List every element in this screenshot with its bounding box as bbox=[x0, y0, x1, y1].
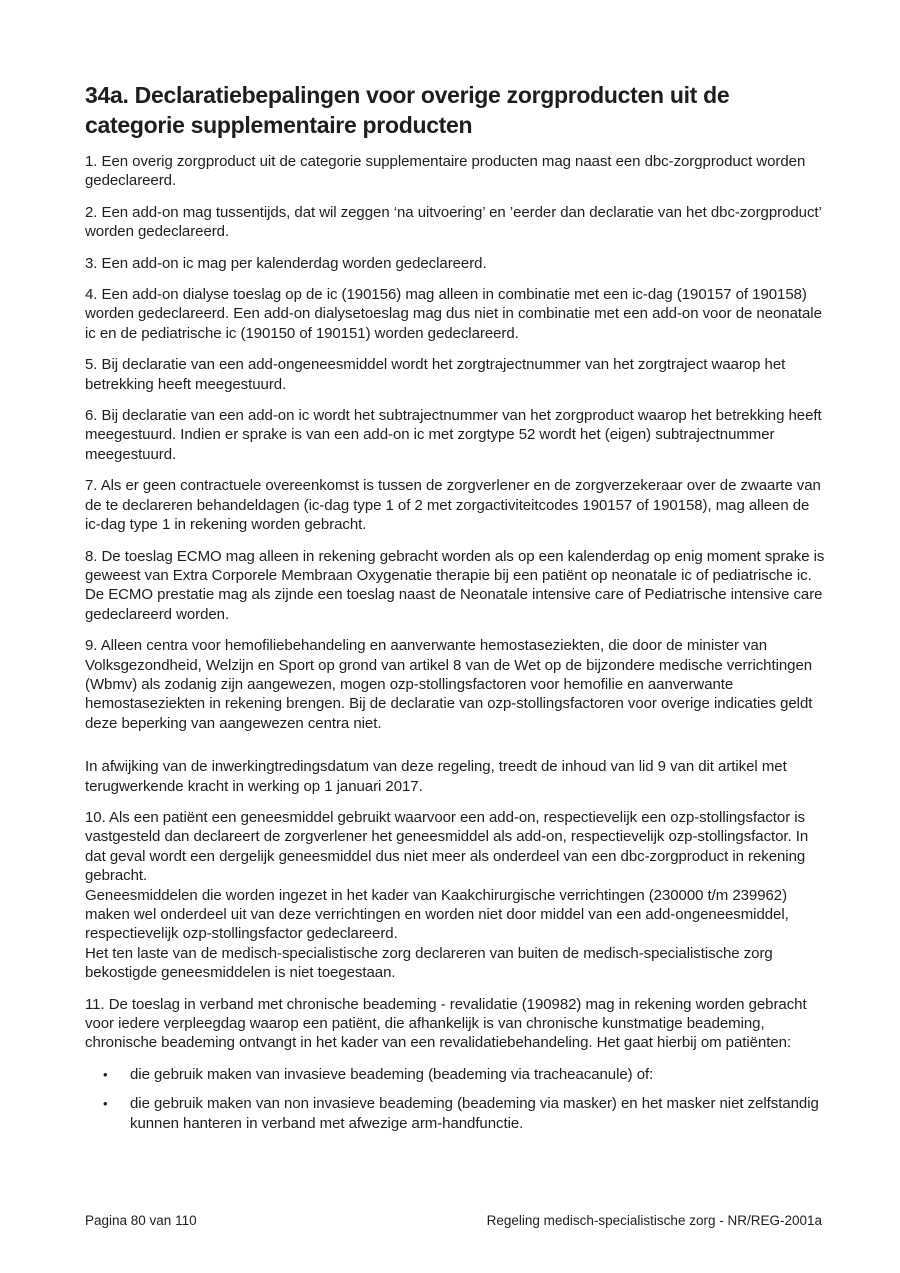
paragraph: Het ten laste van de medisch-specialistische zorg declareren van buiten de medisch-specialistische zorg bekostigde geneesmiddelen is niet toegestaan. bbox=[85, 944, 773, 982]
paragraph: 6. Bij declaratie van een add-on ic wordt het subtrajectnummer van het zorgproduct waarop het betrekking heeft meegestuurd. Indien er sprake is van een add-on ic met zorgtype 52 wordt het (eigen) subtrajectnummer meegestuurd. bbox=[85, 407, 822, 463]
paragraph: 5. Bij declaratie van een add-ongeneesmiddel wordt het zorgtrajectnummer van het zorgtraject waarop het betrekking heeft meegestuurd. bbox=[85, 356, 786, 393]
paragraph: 8. De toeslag ECMO mag alleen in rekening gebracht worden als op een kalenderdag op enig moment sprake is geweest van Extra Corporele Membraan Oxygenatie therapie bij een patiënt op neonatale ic of pediatrische ic. De ECMO prestatie mag als zijnde een toeslag naast de Neonatale intensive care of Pediatrische intensive care gedeclareerd worden. bbox=[85, 547, 825, 623]
paragraph: 4. Een add-on dialyse toeslag op de ic (190156) mag alleen in combinatie met een ic-dag (190157 of 190158) worden gedeclareerd. Een add-on dialysetoeslag mag dus niet in combinatie met een add-on voor de neonatale ic en de pediatrische ic (190150 of 190151) worden gedeclareerd. bbox=[85, 286, 822, 342]
bullet-list bbox=[85, 1065, 825, 1133]
section-heading: 34a. Declaratiebepalingen voor overige zorgproducten uit de categorie supplementaire producten bbox=[85, 82, 730, 138]
page-number: Pagina 80 van 110 bbox=[85, 1213, 197, 1228]
bullet-item: • die gebruik maken van non invasieve beademing (beademing via masker) en het masker niet zelfstandig kunnen hanteren in verband met afwezige arm-handfunctie. bbox=[85, 1094, 825, 1133]
paragraph: 2. Een add-on mag tussentijds, dat wil zeggen ‘na uitvoering’ en ’eerder dan declaratie van het dbc-zorgproduct’ worden gedeclareerd. bbox=[85, 203, 822, 241]
paragraph: 3. Een add-on ic mag per kalenderdag worden gedeclareerd. bbox=[85, 254, 487, 272]
paragraph: In afwijking van de inwerkingtredingsdatum van deze regeling, treedt de inhoud van lid 9 van dit artikel met terugwerkende kracht in werking op 1 januari 2017. bbox=[85, 758, 787, 795]
bullet-item: • die gebruik maken van invasieve beademing (beademing via tracheacanule) of: bbox=[85, 1065, 825, 1084]
paragraph: 7. Als er geen contractuele overeenkomst is tussen de zorgverlener en de zorgverzekeraar over de zwaarte van de te declareren behandeldagen (ic-dag type 1 of 2 met zorgactiviteitcodes 190157 of 190158), mag alleen de ic-dag type 1 in rekening worden gebracht. bbox=[85, 477, 821, 534]
document-reference: Regeling medisch-specialistische zorg - NR/REG-2001a bbox=[486, 1213, 822, 1228]
document-body bbox=[85, 80, 825, 1133]
paragraph-list bbox=[85, 152, 825, 1053]
paragraph: 1. Een overig zorgproduct uit de categorie supplementaire producten mag naast een dbc-zorgproduct worden gedeclareerd. bbox=[85, 153, 806, 190]
paragraph: 11. De toeslag in verband met chronische beademing - revalidatie (190982) mag in rekening worden gebracht voor iedere verpleegdag waarop een patiënt, die afhankelijk is van chronische kunstmatige beademing, chronische beademing ontvangt in het kader van een revalidatiebehandeling. Het gaat hierbij om patiënten: bbox=[85, 995, 807, 1052]
paragraph: Geneesmiddelen die worden ingezet in het kader van Kaakchirurgische verrichtingen (230000 t/m 239962) maken wel onderdeel uit van deze verrichtingen en worden niet door middel van een add-ongeneesmiddel, respectievelijk ozp-stollingsfactor gedeclareerd. bbox=[85, 886, 789, 943]
paragraph: 9. Alleen centra voor hemofiliebehandeling en aanverwante hemostaseziekten, die door de minister van Volksgezondheid, Welzijn en Sport op grond van artikel 8 van de Wet op de bijzondere medische verrichtingen (Wbmv) als zodanig zijn aangewezen, mogen ozp-stollingsfactoren voor hemofilie en aanverwante hemostaseziekten in rekening brengen. Bij de declaratie van ozp-stollingsfactoren voor overige indicaties geldt deze beperking van aangewezen centra niet. bbox=[85, 637, 813, 732]
paragraph: 10. Als een patiënt een geneesmiddel gebruikt waarvoor een add-on, respectievelijk een ozp-stollingsfactor is vastgesteld dan declareert de zorgverlener het geneesmiddel als add-on, respectievelijk ozp-stollingsfactor. In dat geval wordt een dergelijk geneesmiddel dus niet meer als onderdeel van een dbc-zorgproduct in rekening gebracht. bbox=[85, 808, 809, 885]
page-footer bbox=[85, 1212, 822, 1229]
